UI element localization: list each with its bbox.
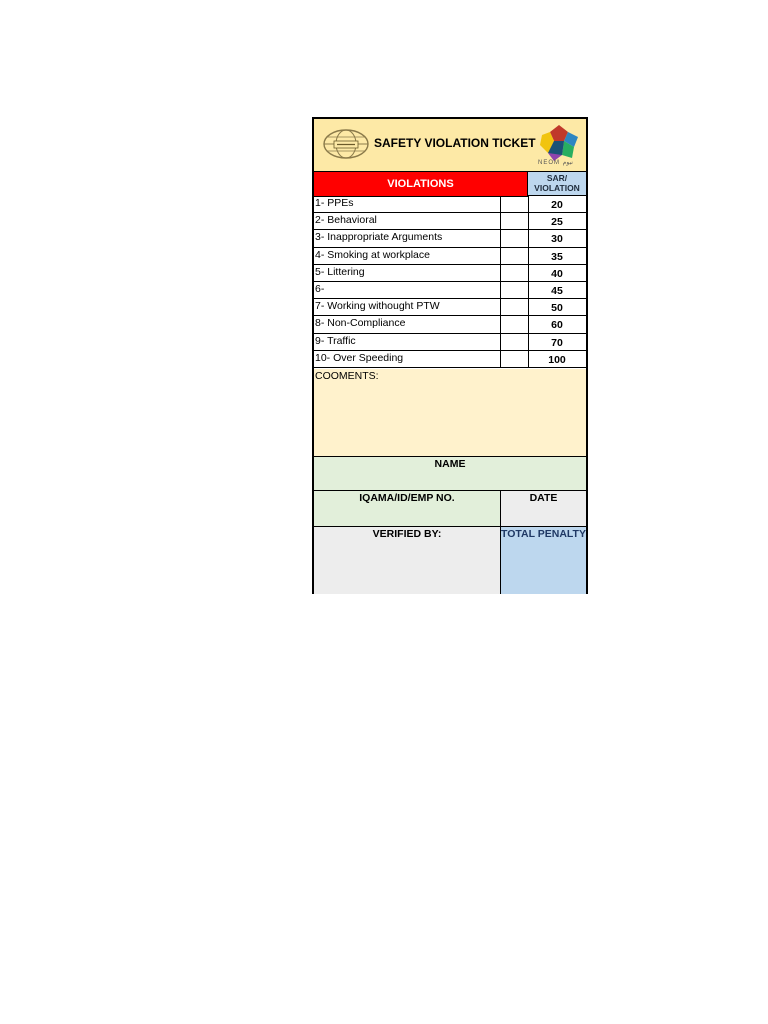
verified-label: VERIFIED BY: [372,528,442,540]
ticket-header [314,119,586,172]
ticket-title: SAFETY VIOLATION TICKET [374,136,536,150]
violation-row [314,316,586,333]
neom-logo-text: NEOM نيوم [538,160,573,166]
iqama-label: IQAMA/ID/EMP NO. [359,492,455,504]
violation-amount: 70 [551,336,563,349]
violation-amount: 20 [551,199,563,211]
violation-check-cell[interactable] [500,196,529,212]
violation-amount: 45 [551,284,563,297]
violation-row [314,351,586,368]
violations-list [314,196,586,368]
verified-by-field[interactable] [314,527,501,594]
violation-label: 8- Non-Compliance [315,317,406,330]
violation-row [314,230,586,247]
violation-check-cell[interactable] [500,299,529,315]
sar-violation-header [528,172,586,196]
violation-check-cell[interactable] [500,248,529,264]
date-label: DATE [529,492,558,504]
violation-row [314,196,586,213]
sar-header-line2: VIOLATION [534,182,580,193]
violation-row [314,248,586,265]
violation-label: 7- Working withought PTW [315,300,440,313]
violation-amount: 40 [551,267,563,280]
company-globe-logo-icon [323,129,369,159]
violation-label: 4- Smoking at workplace [315,248,430,261]
violation-check-cell[interactable] [500,334,529,350]
comments-label: COOMENTS: [315,370,379,382]
violation-amount: 35 [551,250,563,263]
violation-row [314,299,586,316]
date-field[interactable] [501,491,586,527]
total-penalty-field[interactable] [501,527,586,594]
violation-label: 2- Behavioral [315,214,377,227]
iqama-id-field[interactable] [314,491,501,527]
name-label: NAME [434,458,466,470]
violation-label: 9- Traffic [315,334,356,347]
violation-check-cell[interactable] [500,230,529,246]
violation-label: 3- Inappropriate Arguments [315,231,443,244]
violation-check-cell[interactable] [500,265,529,281]
violation-row [314,265,586,282]
violation-label: 5- Littering [315,265,365,278]
violation-row [314,334,586,351]
violation-amount: 30 [551,233,563,246]
violation-row [314,282,586,299]
violation-amount: 25 [551,216,563,229]
safety-violation-ticket [312,117,588,594]
total-penalty-label: TOTAL PENALTY [501,528,586,540]
violation-label: 10- Over Speeding [315,351,404,364]
violation-amount: 60 [551,319,563,332]
violation-check-cell[interactable] [500,351,529,367]
sar-header-line1: SAR/ [546,173,568,183]
violation-check-cell[interactable] [500,316,529,332]
violation-amount: 50 [551,302,563,315]
violation-label: 1- PPEs [315,197,354,209]
name-field[interactable] [314,457,586,491]
violation-label: 6- [315,282,325,295]
violation-check-cell[interactable] [500,282,529,298]
violations-header: VIOLATIONS [314,172,528,197]
violation-row [314,213,586,230]
violation-amount: 100 [548,353,566,366]
comments-field[interactable] [314,369,586,457]
violation-check-cell[interactable] [500,213,529,229]
